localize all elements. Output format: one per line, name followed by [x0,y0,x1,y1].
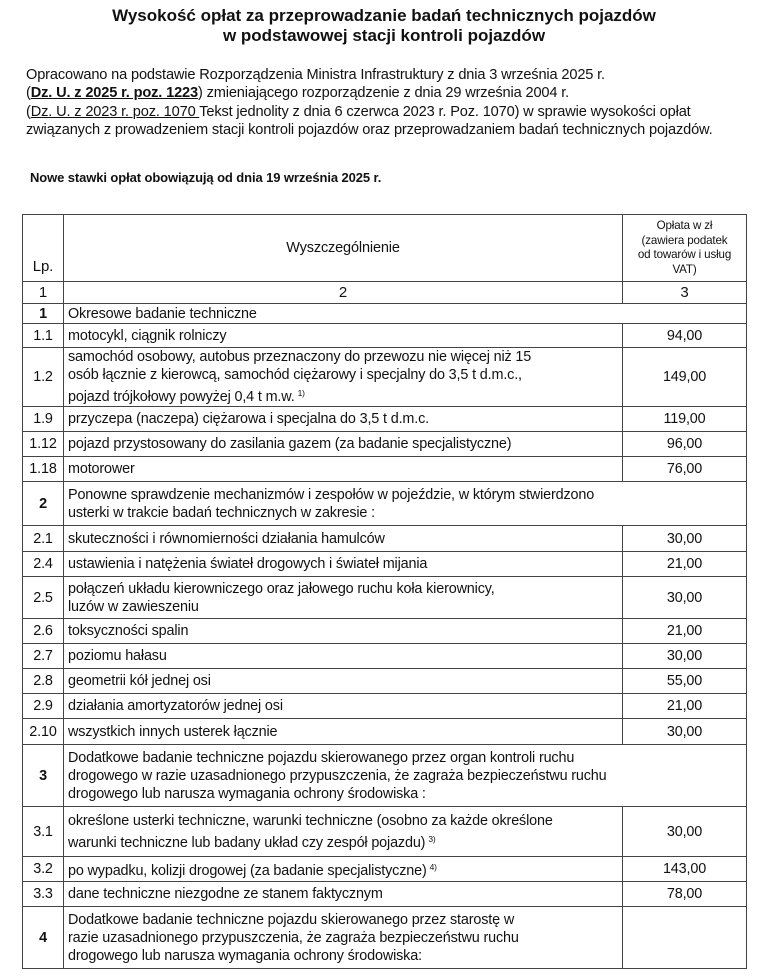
intro-text-3: ) zmieniającego rozporządzenie z dnia 29 września 2004 r. [197,85,570,102]
header-fee [623,215,747,282]
table-row [23,407,747,432]
paren-open: ( [26,103,31,120]
row-lp: 2.4 [23,552,64,577]
section-title-line: drogowego lub narusza wymagania ochrony środowiska: [68,947,422,964]
row-fee: 143,00 [623,857,747,882]
row-fee: 21,00 [623,619,747,644]
row-description: motocykl, ciągnik rolniczy [64,324,623,348]
table-row [23,577,747,619]
header-fee-line: Opłata w zł [656,219,713,232]
row-lp: 2.10 [23,719,64,745]
row-lp: 1.9 [23,407,64,432]
table-row [23,807,747,857]
header-fee-line: (zawiera podatek [641,233,728,247]
row-description: poziomu hałasu [64,644,623,669]
table-row [23,694,747,719]
table-row [23,719,747,745]
row-fee: 21,00 [623,694,747,719]
row-lp: 2.6 [23,619,64,644]
row-description-text: po wypadku, kolizji drogowej (za badanie specjalistyczne) [68,863,427,879]
section-title-line: Dodatkowe badanie techniczne pojazdu skierowanego przez organ kontroli ruchu [68,749,575,766]
row-fee: 55,00 [623,669,747,694]
header-fee-line: VAT) [672,262,697,276]
row-description-line: pojazd trójkołowy powyżej 0,4 t m.w. [68,389,295,405]
table-row [23,324,747,348]
section-title: Okresowe badanie techniczne [64,304,747,324]
effective-date-notice: Nowe stawki opłat obowiązują od dnia 19 września 2025 r. [30,170,382,185]
row-fee: 30,00 [623,719,747,745]
row-description [64,807,623,857]
paren-open: ( [26,85,31,102]
legal-reference-link-2025[interactable]: Dz. U. z 2025 r. poz. 1223 [30,85,198,102]
document-title [0,6,768,46]
row-description: działania amortyzatorów jednej osi [64,694,623,719]
row-lp: 1.1 [23,324,64,348]
table-row [23,348,747,407]
row-description: skuteczności i równomierności działania hamulców [64,526,623,552]
row-fee: 30,00 [623,577,747,619]
row-description: wszystkich innych usterek łącznie [64,719,623,745]
table-row [23,526,747,552]
row-fee: 30,00 [623,807,747,857]
table-row [23,457,747,482]
section-title [64,907,623,969]
row-lp: 2.8 [23,669,64,694]
row-description: dane techniczne niezgodne ze stanem faktycznym [64,882,623,907]
intro-paragraph [26,66,756,140]
row-fee: 149,00 [623,348,747,407]
row-lp: 3.1 [23,807,64,857]
legal-reference-link-2023[interactable]: Dz. U. z 2023 r. poz. 1070 [30,103,200,120]
row-description: pojazd przystosowany do zasilania gazem (za badanie specjalistyczne) [64,432,623,457]
row-description-line: określone usterki techniczne, warunki techniczne (osobno za każde określone [68,812,553,829]
row-fee: 21,00 [623,552,747,577]
row-description: geometrii kół jednej osi [64,669,623,694]
row-fee: 94,00 [623,324,747,348]
footnote-marker: 4) [429,862,437,872]
section-title-line: razie uzasadnionego przypuszczenia, że zagraża bezpieczeństwu ruchu [68,929,519,946]
row-fee: 119,00 [623,407,747,432]
header-fee-line: od towarów i usług [637,248,732,261]
row-lp: 3.3 [23,882,64,907]
row-fee: 30,00 [623,526,747,552]
header-description: Wyszczególnienie [64,215,623,282]
row-lp: 3 [23,745,64,807]
section-title [64,482,747,526]
intro-text-5: Tekst jednolity z dnia 6 czerwca 2023 r. Poz. 1070) w sprawie wysokości opłat związanych z prowadzeniem stacji kontroli pojazdów oraz przeprowadzaniem badań technicznych pojazdów. [26,103,713,139]
fees-table [22,214,747,969]
header-lp: Lp. [23,215,64,282]
row-description-line: osób łącznie z kierowcą, samochód ciężarowy i specjalny do 3,5 t d.m.c., [68,367,522,383]
row-description: motorower [64,457,623,482]
row-lp: 1 [23,304,64,324]
row-lp: 2.5 [23,577,64,619]
footnote-marker: 1) [297,388,305,398]
row-lp: 1.18 [23,457,64,482]
row-lp: 1.12 [23,432,64,457]
column-numbers-row [23,282,747,304]
title-line-1: Wysokość opłat za przeprowadzanie badań technicznych pojazdów [112,6,656,25]
table-row [23,552,747,577]
row-fee: 96,00 [623,432,747,457]
row-lp: 2.7 [23,644,64,669]
column-number: 2 [64,282,623,304]
row-description-line: luzów w zawieszeniu [68,598,199,615]
row-lp: 1.2 [23,348,64,407]
row-fee: 30,00 [623,644,747,669]
section-row [23,304,747,324]
column-number: 1 [23,282,64,304]
table-row [23,619,747,644]
row-lp: 4 [23,907,64,969]
section-title-line: usterki w trakcie badań technicznych w zakresie : [68,504,375,521]
row-fee [623,907,747,969]
row-description-line: połączeń układu kierowniczego oraz jałowego ruchu koła kierownicy, [68,580,495,597]
table-row [23,857,747,882]
section-title-line: drogowego lub narusza wymagania ochrony środowiska : [68,785,426,802]
footnote-marker: 3) [428,833,436,844]
row-fee: 76,00 [623,457,747,482]
intro-text-1: Opracowano na podstawie Rozporządzenia Ministra Infrastruktury z dnia 3 września 2025 r. [26,67,605,83]
column-number: 3 [623,282,747,304]
row-lp: 3.2 [23,857,64,882]
row-fee: 78,00 [623,882,747,907]
table-row [23,882,747,907]
table-row [23,432,747,457]
section-title [64,745,747,807]
table-row [23,669,747,694]
row-description-line: samochód osobowy, autobus przeznaczony do przewozu nie więcej niż 15 [68,349,532,365]
section-title-line: Ponowne sprawdzenie mechanizmów i zespołów w pojeździe, w którym stwierdzono [68,486,595,503]
section-row [23,907,747,969]
section-title-line: drogowego w razie uzasadnionego przypuszczenia, że zagraża bezpieczeństwu ruchu [68,767,607,784]
table-header-row [23,215,747,282]
row-description [64,577,623,619]
section-row [23,745,747,807]
section-row [23,482,747,526]
row-description: przyczepa (naczepa) ciężarowa i specjalna do 3,5 t d.m.c. [64,407,623,432]
title-line-2: w podstawowej stacji kontroli pojazdów [222,26,546,45]
section-title-line: Dodatkowe badanie techniczne pojazdu skierowanego przez starostę w [68,911,515,928]
row-lp: 2 [23,482,64,526]
table-row [23,644,747,669]
row-description: toksyczności spalin [64,619,623,644]
row-description: ustawienia i natężenia świateł drogowych i świateł mijania [64,552,623,577]
row-description-line: warunki techniczne lub badany układ czy zespół pojazdu) [68,834,426,851]
row-description [64,857,623,882]
row-description [64,348,623,407]
row-lp: 2.1 [23,526,64,552]
row-lp: 2.9 [23,694,64,719]
